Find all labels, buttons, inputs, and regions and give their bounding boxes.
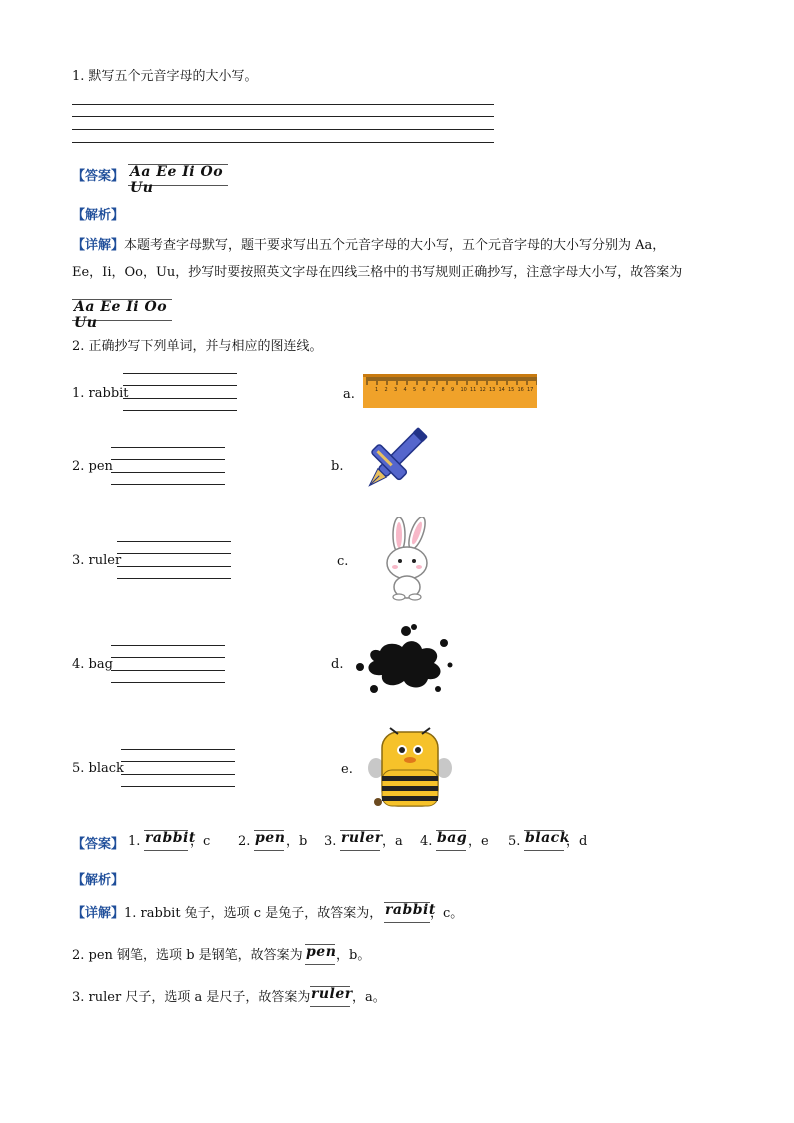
- q2-detail-2-post: ，b。: [336, 948, 371, 963]
- ans-2-box: pen: [254, 829, 284, 851]
- option-e: e.: [341, 762, 353, 777]
- ruler-tick-label: 5: [413, 387, 417, 393]
- ruler-tick-label: 2: [384, 387, 388, 393]
- ans-5-letter: ，d: [566, 834, 588, 849]
- option-a: a.: [343, 387, 355, 402]
- rabbit-image: [383, 517, 435, 601]
- q1-detail-label: 【详解】: [72, 238, 125, 253]
- ans-4-box: bag: [436, 829, 466, 851]
- ruler-tick-label: 12: [479, 387, 486, 393]
- q2-detail-label: 【详解】: [72, 906, 125, 921]
- ruler-tick-label: 10: [460, 387, 467, 393]
- ruler-tick-label: 16: [517, 387, 524, 393]
- q1-detail-answer-box: [72, 297, 172, 331]
- q1-detail-line1: 【详解】本题考查字母默写，题干要求写出五个元音字母的大小写，五个元音字母的大小写分别为 Aa，: [72, 238, 666, 253]
- ruler-tick-label: 9: [451, 387, 455, 393]
- q2-detail-3: 3. ruler 尺子，选项 a 是尺子，故答案为: [72, 990, 311, 1005]
- q2-detail-2: 2. pen 钢笔，选项 b 是钢笔，故答案为: [72, 948, 303, 963]
- q2-analysis-label: 【解析】: [72, 873, 125, 888]
- ans-1-letter: ，c: [190, 834, 211, 849]
- q1-answer-box: [128, 162, 228, 196]
- pen-image: [352, 427, 438, 503]
- word-rabbit: 1. rabbit: [72, 386, 129, 401]
- detail-1-box: rabbit: [384, 901, 430, 923]
- detail-2-box: pen: [305, 943, 335, 965]
- q1-writing-lines[interactable]: [72, 104, 494, 144]
- ans-1-num: 1.: [128, 834, 141, 849]
- option-b: b.: [331, 459, 344, 474]
- q2-detail-1-post: ，c。: [430, 906, 464, 921]
- ans-3-box: ruler: [340, 829, 380, 851]
- ans-5-box: black: [524, 829, 564, 851]
- q1-answer-text: Aa Ee Ii Oo Uu: [130, 164, 224, 196]
- word-bag: 4. bag: [72, 657, 113, 672]
- ruler-image: [363, 374, 537, 408]
- q2-answer-label: 【答案】: [72, 837, 125, 852]
- q1-detail-line2: Ee，Ii，Oo，Uu，抄写时要按照英文字母在四线三格中的书写规则正确抄写，注意字母大小写，故答案为: [72, 265, 683, 280]
- backpack-image: [368, 724, 452, 808]
- detail-3-box: ruler: [310, 985, 350, 1007]
- pen-writing-lines[interactable]: [111, 447, 225, 485]
- ruler-tick-label: 1: [375, 387, 379, 393]
- q1-analysis-label: 【解析】: [72, 208, 125, 223]
- rabbit-writing-lines[interactable]: [123, 373, 237, 411]
- ruler-tick-label: 6: [422, 387, 426, 393]
- ruler-tick-label: 4: [403, 387, 407, 393]
- ruler-writing-lines[interactable]: [117, 541, 231, 579]
- ruler-tick-label: 3: [394, 387, 398, 393]
- word-black: 5. black: [72, 761, 124, 776]
- ans-5-num: 5.: [508, 834, 521, 849]
- q1-prompt: 1. 默写五个元音字母的大小写。: [72, 69, 258, 84]
- option-d: d.: [331, 657, 344, 672]
- option-c: c.: [337, 554, 349, 569]
- q2-detail-1: 【详解】1. rabbit 兔子，选项 c 是兔子，故答案为，: [72, 906, 383, 921]
- q2-prompt: 2. 正确抄写下列单词，并与相应的图连线。: [72, 339, 323, 354]
- black-writing-lines[interactable]: [121, 749, 235, 787]
- word-pen: 2. pen: [72, 459, 113, 474]
- q2-detail-3-post: ，a。: [352, 990, 386, 1005]
- ans-3-letter: ，a: [382, 834, 403, 849]
- q1-answer-label: 【答案】: [72, 169, 125, 184]
- ruler-tick-label: 11: [470, 387, 477, 393]
- ruler-tick-label: 13: [489, 387, 496, 393]
- word-ruler: 3. ruler: [72, 553, 122, 568]
- ruler-tick-label: 7: [432, 387, 436, 393]
- ans-2-num: 2.: [238, 834, 251, 849]
- ink-splat-image: [350, 623, 454, 699]
- ans-1-box: rabbit: [144, 829, 188, 851]
- ans-4-num: 4.: [420, 834, 433, 849]
- ruler-tick-label: 15: [508, 387, 515, 393]
- ruler-tick-label: 14: [498, 387, 505, 393]
- ruler-tick-label: 17: [527, 387, 534, 393]
- ans-4-letter: ，e: [468, 834, 489, 849]
- q1-detail-answer: Aa Ee Ii Oo Uu: [74, 299, 168, 331]
- bag-writing-lines[interactable]: [111, 645, 225, 683]
- ans-3-num: 3.: [324, 834, 337, 849]
- ans-2-letter: ，b: [286, 834, 308, 849]
- ruler-tick-label: 8: [441, 387, 445, 393]
